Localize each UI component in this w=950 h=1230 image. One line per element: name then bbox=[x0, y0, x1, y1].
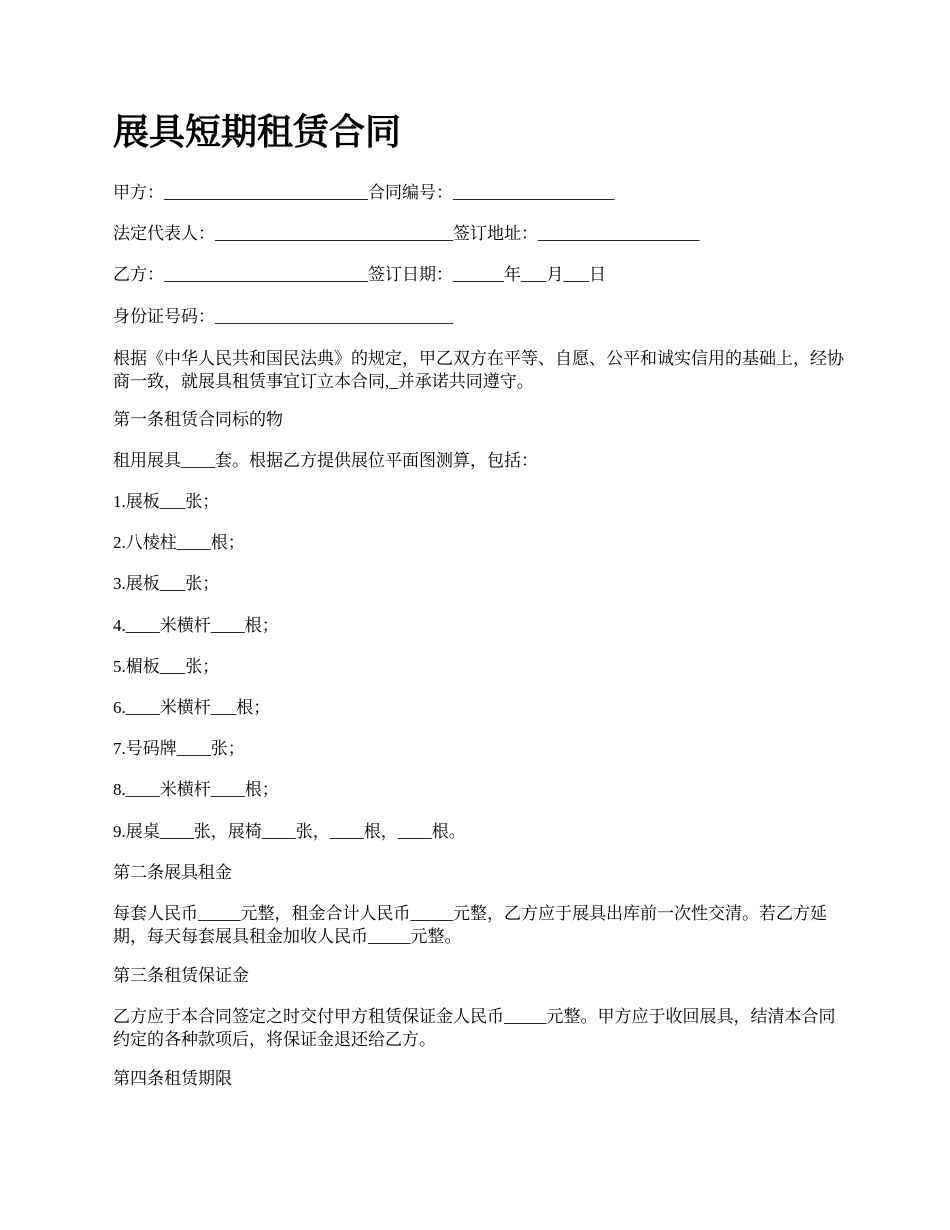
document-title: 展具短期租赁合同 bbox=[113, 112, 402, 152]
item-4: 4.____米横杆____根； bbox=[113, 616, 279, 635]
item-9: 9.展桌____张，展椅____张，____根，____根。 bbox=[113, 822, 466, 841]
item-5: 5.楣板___张； bbox=[113, 657, 220, 676]
article-2-heading: 第二条展具租金 bbox=[113, 863, 232, 882]
article-3-heading: 第三条租赁保证金 bbox=[113, 966, 249, 985]
id-number-line: 身份证号码：____________________________ bbox=[113, 307, 453, 326]
item-3: 3.展板___张； bbox=[113, 574, 220, 593]
intro-paragraph: 根据《中华人民共和国民法典》的规定，甲乙双方在平等、自愿、公平和诚实信用的基础上，经协商一致，就展具租赁事宜订立本合同,_并承诺共同遵守。 bbox=[113, 349, 844, 391]
item-1: 1.展板___张； bbox=[113, 492, 220, 511]
item-7: 7.号码牌____张； bbox=[113, 739, 245, 758]
article-2-body: 每套人民币_____元整，租金合计人民币_____元整，乙方应于展具出库前一次性交清。若乙方延期，每天每套展具租金加收人民币_____元整。 bbox=[113, 904, 827, 946]
item-2: 2.八棱柱____根； bbox=[113, 533, 245, 552]
item-8: 8.____米横杆____根； bbox=[113, 780, 279, 799]
party-b-sign-date-line: 乙方：________________________签订日期：______年___月___日 bbox=[113, 265, 606, 284]
item-6: 6.____米横杆___根； bbox=[113, 698, 271, 717]
article-3-body: 乙方应于本合同签定之时交付甲方租赁保证金人民币_____元整。甲方应于收回展具，结清本合同约定的各种款项后，将保证金退还给乙方。 bbox=[113, 1007, 836, 1049]
article-4-heading: 第四条租赁期限 bbox=[113, 1069, 232, 1088]
legal-rep-sign-location-line: 法定代表人：____________________________签订地址：___________________ bbox=[113, 224, 700, 243]
article-1-heading: 第一条租赁合同标的物 bbox=[113, 410, 283, 429]
article-1-body: 租用展具____套。根据乙方提供展位平面图测算，包括： bbox=[113, 451, 538, 470]
party-a-contract-number-line: 甲方：________________________合同编号：___________________ bbox=[113, 183, 615, 202]
